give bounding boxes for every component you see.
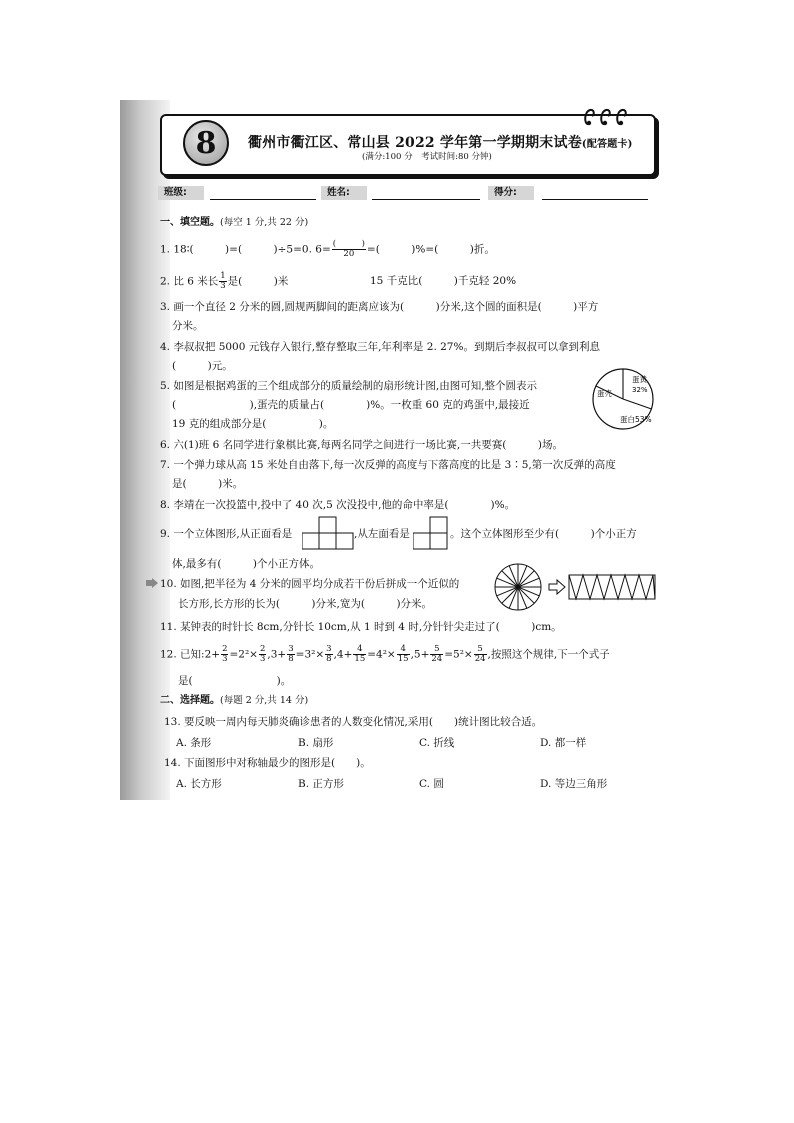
pie-label-yolk-pct: 32% — [632, 386, 648, 394]
page-title — [248, 132, 633, 152]
question-4-line2: ( )元。 — [172, 360, 233, 372]
q14-option-d[interactable]: D. 等边三角形 — [540, 778, 608, 790]
fraction: $\frac{1}{3}$ — [220, 271, 226, 291]
question-5-line3: 19 克的组成部分是( )。 — [172, 418, 334, 430]
q13-option-b[interactable]: B. 扇形 — [298, 737, 334, 749]
front-view-figure — [302, 516, 354, 550]
question-10-line2: 长方形,长方形的长为( )分米,宽为( )分米。 — [178, 598, 433, 610]
fraction: $\frac{( )}{20}$ — [332, 239, 365, 259]
class-label: 班级: — [158, 186, 204, 200]
question-3-line2: 分米。 — [172, 320, 204, 332]
question-7-line1: 7. 一个弹力球从高 15 米处自由落下,每一次反弹的高度与下落高度的比是 3∶5,第一次反弹的高度 — [160, 459, 616, 471]
arrow-marker-icon — [146, 578, 158, 588]
question-9a: 9. 一个立体图形,从正面看是 — [160, 528, 293, 540]
question-4-line1: 4. 李叔叔把 5000 元钱存入银行,整存整取三年,年利率是 2. 27%。到期后李叔叔可以拿到利息 — [160, 341, 600, 353]
question-7-line2: 是( )米。 — [172, 478, 244, 490]
question-9b: ,从左面看是 — [354, 528, 410, 540]
left-view-figure — [413, 516, 449, 550]
question-2: 2. 比 6 米长 $\frac{1}{3}$ 是( )米 — [160, 271, 289, 291]
name-field[interactable] — [372, 199, 480, 200]
question-11: 11. 某钟表的时针长 8cm,分针长 10cm,从 1 时到 4 时,分针针尖走过了( )cm。 — [160, 621, 562, 633]
question-1: 1. 18∶( )=( )÷5=0. 6= $\frac{( )}{20}$ =( )%=( )折。 — [160, 239, 495, 259]
question-8: 8. 李靖在一次投篮中,投中了 40 次,5 次没投中,他的命中率是( )%。 — [160, 499, 516, 511]
question-2b: 15 千克比( )千克轻 20% — [370, 275, 517, 287]
circle-to-rectangle-figure — [493, 562, 659, 612]
score-field[interactable] — [542, 199, 648, 200]
title-suffix: (配答题卡) — [581, 139, 633, 150]
binder-rings-icon — [582, 104, 636, 126]
q13-option-c[interactable]: C. 折线 — [419, 737, 455, 749]
q14-option-c[interactable]: C. 圆 — [419, 778, 444, 790]
student-info-bar — [158, 186, 658, 202]
question-13: 13. 要反映一周内每天肺炎确诊患者的人数变化情况,采用( )统计图比较合适。 — [164, 716, 543, 728]
score-label: 得分: — [488, 186, 534, 200]
question-14: 14. 下面图形中对称轴最少的图形是( )。 — [164, 757, 371, 769]
question-9c: 。这个立体图形至少有( )个小正方 — [450, 528, 637, 540]
name-label: 姓名: — [321, 186, 367, 200]
question-10-line1: 10. 如图,把半径为 4 分米的圆平均分成若干份后拼成一个近似的 — [160, 578, 460, 590]
question-5-line2: ( ),蛋壳的质量占( )%。一枚重 60 克的鸡蛋中,最接近 — [172, 399, 530, 411]
question-5-line1: 5. 如图是根据鸡蛋的三个组成部分的质量绘制的扇形统计图,由图可知,整个圆表示 — [160, 380, 538, 392]
test-number-badge: 8 — [183, 120, 229, 166]
pie-label-yolk: 蛋黄 — [632, 375, 647, 384]
q14-option-a[interactable]: A. 长方形 — [176, 778, 222, 790]
title-text: 衢州市衢江区、常山县 2022 学年第一学期期末试卷 — [248, 135, 582, 151]
section2-title: 二、选择题。(每题 2 分,共 14 分) — [160, 695, 309, 706]
q14-option-b[interactable]: B. 正方形 — [298, 778, 344, 790]
pie-label-white: 蛋白53% — [620, 415, 652, 424]
exam-meta: (满分:100 分 考试时间:80 分钟) — [362, 152, 492, 162]
pie-label-shell: 蛋壳 — [597, 389, 612, 398]
class-field[interactable] — [210, 199, 316, 200]
question-9-line2: 体,最多有( )个小正方体。 — [172, 558, 321, 570]
q13-option-a[interactable]: A. 条形 — [176, 737, 212, 749]
question-3-line1: 3. 画一个直径 2 分米的圆,圆规两脚间的距离应该为( )分米,这个圆的面积是( )平方 — [160, 301, 599, 313]
question-6: 6. 六(1)班 6 名同学进行象棋比赛,每两名同学之间进行一场比赛,一共要赛( )场。 — [160, 439, 563, 451]
question-12-line2: 是( )。 — [178, 675, 292, 687]
q13-option-d[interactable]: D. 都一样 — [540, 737, 587, 749]
egg-pie-chart — [590, 366, 656, 432]
question-12: 12. 已知:2+ $\frac{2}{3}$ =2²× $\frac{2}{3}$ ,3+ $\frac{3}{8}$ =3²× $\frac{3}{8}$ ,4+ $\frac{4}{15}$ =4²× $\frac{4}{15}$ ,5+ $\frac{5}{24}$ =5²× $\frac{5}{24}$ ,按照这个规律,下一个式子 — [160, 644, 610, 664]
section1-title: 一、填空题。(每空 1 分,共 22 分) — [160, 217, 309, 228]
